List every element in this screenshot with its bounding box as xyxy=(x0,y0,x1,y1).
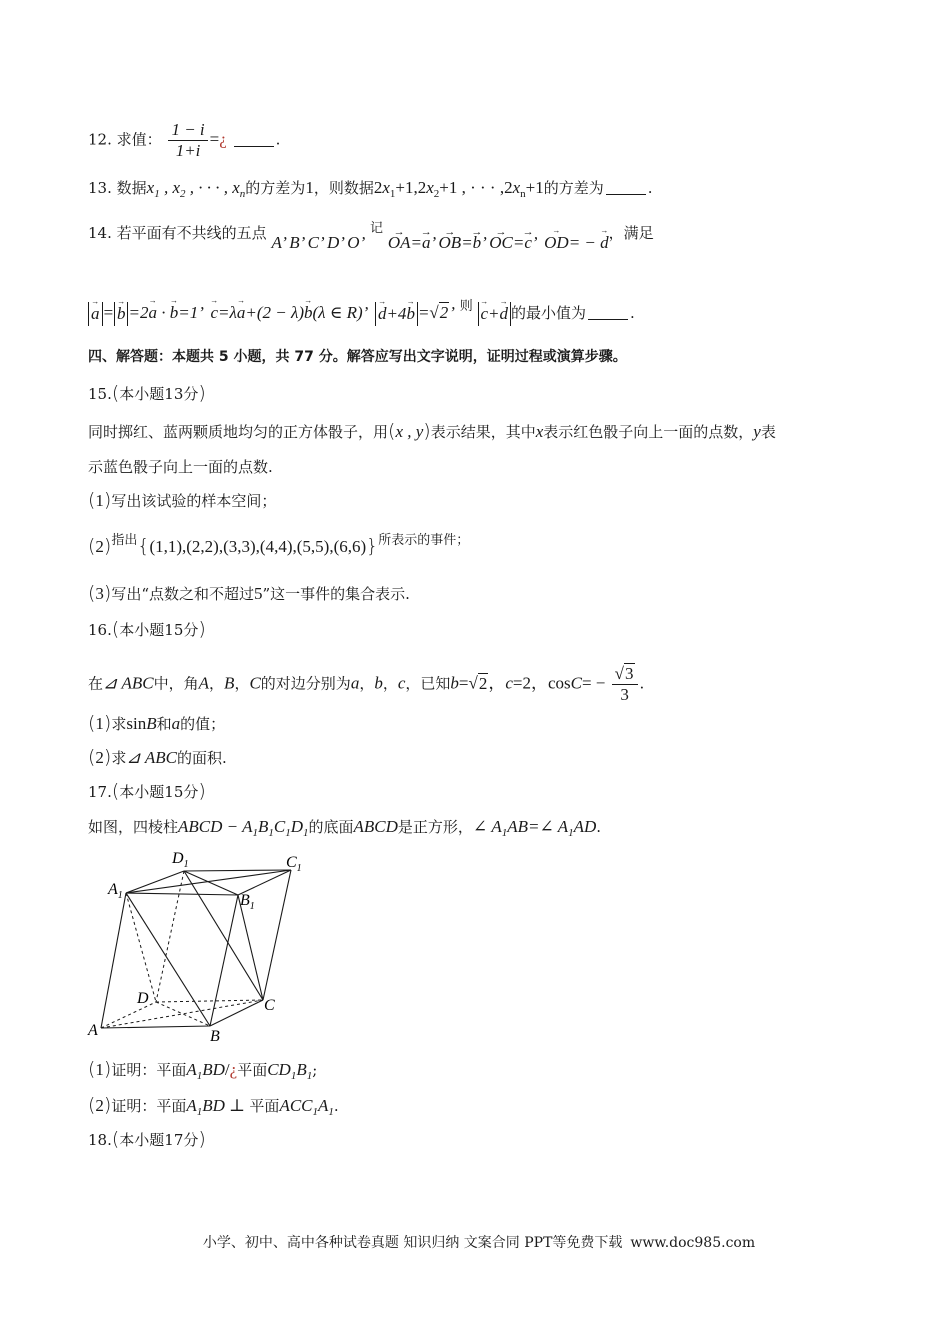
fraction: $\frac{1 - i}{1+i}$ xyxy=(168,120,207,161)
label-d: D xyxy=(137,990,149,1007)
label-c: C xyxy=(264,997,275,1014)
question-15-part-1: (1)写出该试验的样本空间； xyxy=(88,489,277,511)
question-16-stem: 在⊿ ABC中，角A，B，C的对边分别为a，b，c，已知b=√2，c=2，cosC= − $\frac{√3}{3}$ . xyxy=(88,664,645,704)
fraction: $\frac{√3}{3}$ xyxy=(612,664,638,705)
answer-blank xyxy=(606,180,646,195)
label-b: B xyxy=(210,1028,220,1045)
question-15-stem-2: 示蓝色骰子向上一面的点数. xyxy=(88,458,273,476)
question-17-header: 17.(本小题15分) xyxy=(88,780,206,802)
footer: 小学、初中、高中各种试卷真题 知识归纳 文案合同 PPT等免费下载 www.doc985.com xyxy=(202,1235,756,1251)
question-16-part-2: (2)求⊿ ABC的面积. xyxy=(88,746,227,768)
question-14-line-2: → a =→ b =2→ a · → b=1’ → c=λ→ a+(2 − λ)→ b(λ ∈ R)’ → d+4→ b =√2’ 则 → c+→ d 的最小值为 . xyxy=(88,296,635,326)
footer-link[interactable]: www.doc985.com xyxy=(630,1235,756,1251)
label-a1: $A_1$ xyxy=(108,881,123,901)
answer-blank xyxy=(234,132,274,147)
question-14: 14. 若平面有不共线的五点 A’ B’ C’ D’ O’ 记 → OA=→ a’ → OB=→ b’ → OC=→ c’ → OD= − → d，满足 xyxy=(88,218,654,254)
question-16-header: 16.(本小题15分) xyxy=(88,618,206,640)
question-16-part-1: (1)求sinB和a的值； xyxy=(88,712,226,734)
answer-blank xyxy=(588,305,628,320)
label-b1: $B_1$ xyxy=(240,892,255,912)
section-title: 四、解答题：本题共 5 小题，共 77 分。解答应写出文字说明，证明过程或演算步骤。 xyxy=(88,349,627,365)
question-15-stem: 同时掷红、蓝两颗质地均匀的正方体骰子，用(x , y)表示结果，其中x表示红色骰子向上一面的点数，y表 xyxy=(88,420,776,442)
question-17-stem: 如图，四棱柱ABCD − $A_1B_1C_1D_1$的底面ABCD是正方形，∠ $A_1AB=\angle$ $A_1AD$. xyxy=(88,817,602,839)
question-13: 13. 数据$x_1$ , $x_2$ , · · · , $x_n$的方差为1，则数据$2x_1+1,2x_2+1$ , · · · $,2x_n+1$的方差为 . xyxy=(88,178,653,200)
label-a: A xyxy=(88,1022,98,1039)
question-18-header: 18.(本小题17分) xyxy=(88,1128,206,1150)
question-17-part-1: (1)证明：平面$A_1BD/¿$平面$CD_1B_1$; xyxy=(88,1058,318,1082)
question-12: 12. 求值： $\frac{1 - i}{1+i}$ =¿ . xyxy=(88,120,281,160)
prism-figure xyxy=(86,845,316,1045)
question-15-part-2: (2)指出{(1,1),(2,2),(3,3),(4,4),(5,5),(6,6)}所表示的事件； xyxy=(88,533,470,557)
question-15-header: 15.(本小题13分) xyxy=(88,382,206,404)
question-15-part-3: (3)写出“点数之和不超过5”这一事件的集合表示. xyxy=(88,582,410,604)
question-17-part-2: (2)证明：平面$A_1BD$ ⊥ 平面$ACC_1A_1$. xyxy=(88,1094,339,1118)
label-c1: $C_1$ xyxy=(286,854,302,874)
label-d1: $D_1$ xyxy=(172,850,189,870)
